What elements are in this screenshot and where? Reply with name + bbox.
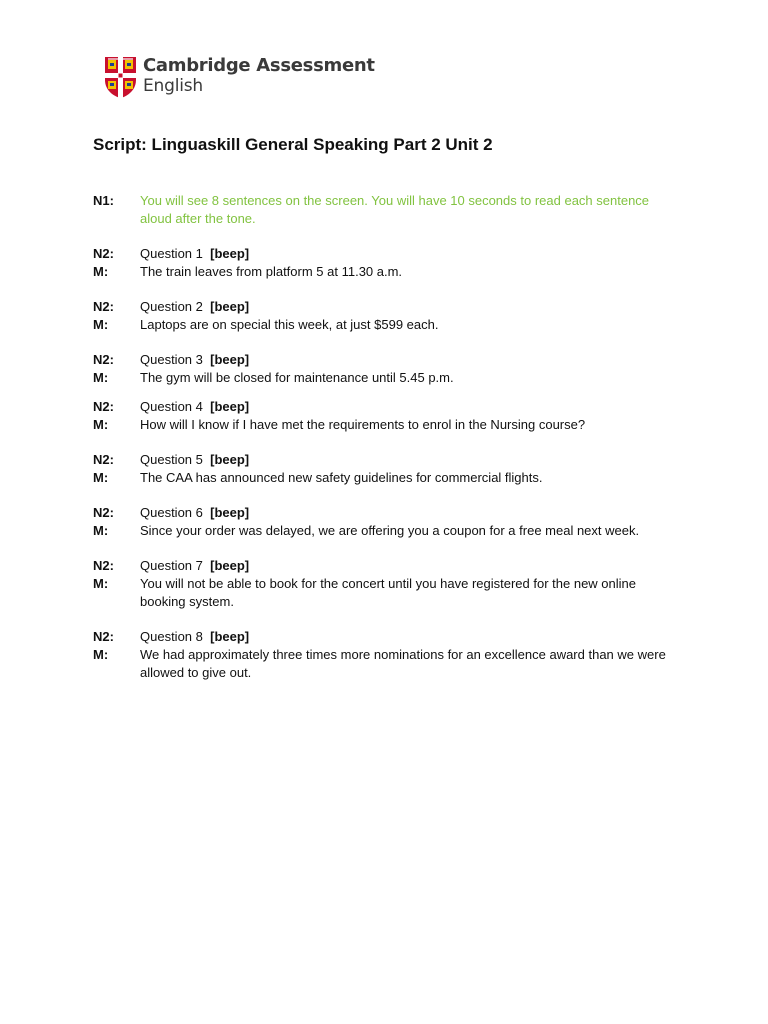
- sentence-text: How will I know if I have met the requirements to enrol in the Nursing course?: [140, 417, 586, 432]
- logo-title: Cambridge Assessment: [143, 55, 375, 76]
- logo-subtitle: English: [143, 76, 203, 96]
- question-block: [93, 504, 673, 540]
- question-block: [93, 298, 673, 334]
- beep-label: [beep]: [210, 558, 250, 573]
- sentence-text: We had approximately three times more nominations for an excellence award than we were allowed to give out.: [140, 647, 666, 680]
- sentence-text: Laptops are on special this week, at just $599 each.: [140, 317, 439, 332]
- intro-text: You will see 8 sentences on the screen. You will have 10 seconds to read each sentence aloud after the tone.: [140, 193, 650, 226]
- question-block: [93, 557, 673, 611]
- beep-label: [beep]: [210, 246, 250, 261]
- cambridge-shield-icon: [104, 56, 137, 99]
- beep-label: [beep]: [210, 505, 250, 520]
- question-label: Question 3: [140, 352, 203, 367]
- speaker-label: M:: [93, 417, 109, 432]
- question-label: Question 4: [140, 399, 203, 414]
- sentence-text: The CAA has announced new safety guidelines for commercial flights.: [140, 470, 543, 485]
- speaker-label: N2:: [93, 299, 114, 314]
- speaker-label: N2:: [93, 352, 114, 367]
- speaker-label: M:: [93, 470, 109, 485]
- speaker-label: N2:: [93, 505, 114, 520]
- sentence-text: The gym will be closed for maintenance until 5.45 p.m.: [140, 370, 454, 385]
- script-body: [93, 192, 673, 699]
- question-label: Question 2: [140, 299, 203, 314]
- question-block: [93, 398, 673, 434]
- question-label: Question 1: [140, 246, 203, 261]
- speaker-label: N1:: [93, 193, 114, 208]
- sentence-text: Since your order was delayed, we are offering you a coupon for a free meal next week.: [140, 523, 640, 538]
- beep-label: [beep]: [210, 452, 250, 467]
- question-label: Question 7: [140, 558, 203, 573]
- question-label: Question 6: [140, 505, 203, 520]
- beep-label: [beep]: [210, 629, 250, 644]
- speaker-label: N2:: [93, 399, 114, 414]
- speaker-label: M:: [93, 264, 109, 279]
- question-block: [93, 351, 673, 387]
- beep-label: [beep]: [210, 352, 250, 367]
- question-block: [93, 245, 673, 281]
- beep-label: [beep]: [210, 299, 250, 314]
- speaker-label: N2:: [93, 452, 114, 467]
- cambridge-logo: [104, 56, 375, 99]
- speaker-label: N2:: [93, 246, 114, 261]
- question-block: [93, 628, 673, 682]
- question-label: Question 5: [140, 452, 203, 467]
- speaker-label: M:: [93, 576, 109, 591]
- speaker-label: M:: [93, 523, 109, 538]
- page-title: Script: Linguaskill General Speaking Part 2 Unit 2: [93, 135, 493, 154]
- beep-label: [beep]: [210, 399, 250, 414]
- intro-block: [93, 192, 673, 228]
- speaker-label: M:: [93, 370, 109, 385]
- speaker-label: N2:: [93, 629, 114, 644]
- sentence-text: The train leaves from platform 5 at 11.30 a.m.: [140, 264, 403, 279]
- speaker-label: M:: [93, 317, 109, 332]
- question-block: [93, 451, 673, 487]
- speaker-label: N2:: [93, 558, 114, 573]
- sentence-text: You will not be able to book for the concert until you have registered for the new online booking system.: [140, 576, 636, 609]
- speaker-label: M:: [93, 647, 109, 662]
- question-label: Question 8: [140, 629, 203, 644]
